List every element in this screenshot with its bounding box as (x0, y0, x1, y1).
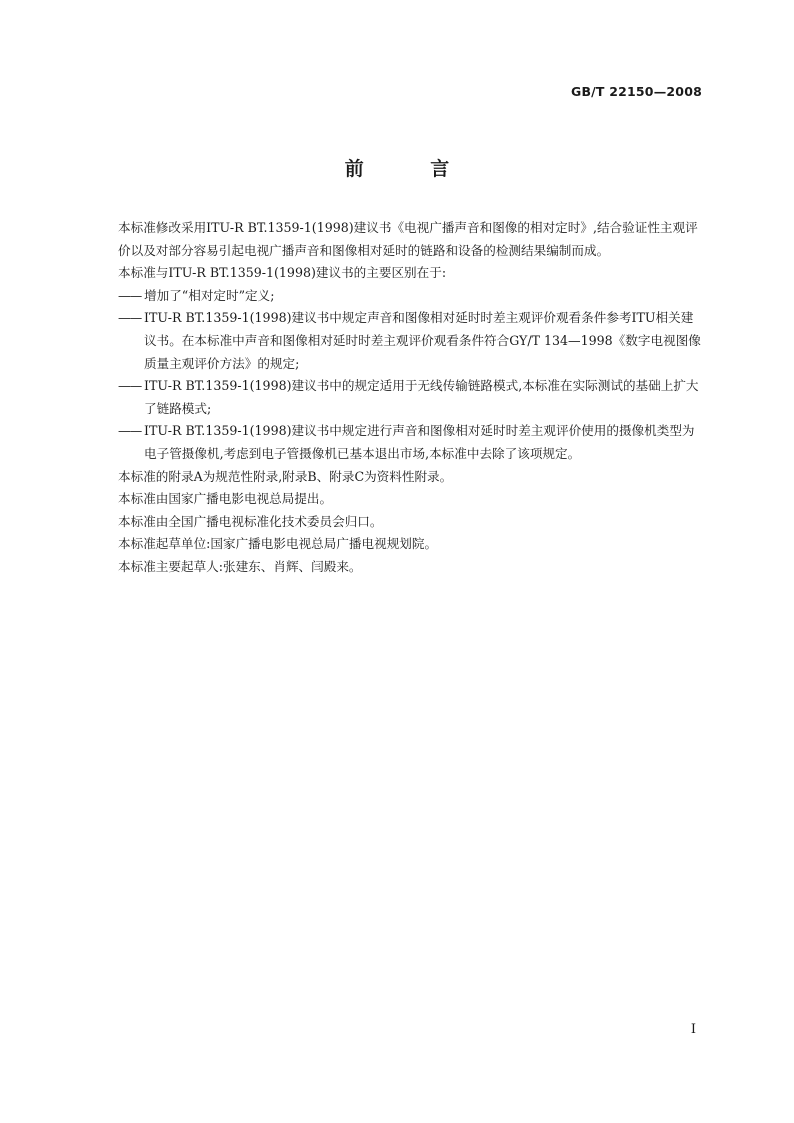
annex-paragraph: 本标准的附录A为规范性附录,附录B、附录C为资料性附录。 (118, 468, 453, 484)
drafting-unit-paragraph: 本标准起草单位:国家广播电影电视总局广播电视规划院。 (118, 536, 438, 552)
proposer-paragraph: 本标准由国家广播电影电视总局提出。 (118, 491, 333, 507)
difference-text: ITU-R BT.1359-1(1998)建议书中规定进行声音和图像相对延时时差主观评价使用的摄像机类型为电子管摄像机,考虑到电子管摄像机已基本退出市场,本标准中去除了该项规定。 (144, 423, 695, 461)
page-number: I (690, 1022, 696, 1037)
dash-marker: —— (118, 310, 142, 326)
difference-text: 增加了“相对定时”定义; (144, 287, 275, 303)
page-title: 前 言 (344, 158, 480, 180)
intro-paragraph: 本标准修改采用ITU-R BT.1359-1(1998)建议书《电视广播声音和图像的相对定时》,结合验证性主观评价以及对部分容易引起电视广播声音和图像相对延时的链路和设备的检测结果编制而成。 (118, 220, 698, 258)
difference-item (118, 307, 702, 375)
drafters-paragraph: 本标准主要起草人:张建东、肖辉、闫殿来。 (118, 558, 362, 574)
committee-paragraph: 本标准由全国广播电视标准化技术委员会归口。 (118, 513, 383, 529)
dash-marker: —— (118, 423, 142, 439)
dash-marker: —— (118, 287, 142, 303)
difference-text: ITU-R BT.1359-1(1998)建议书中规定声音和图像相对延时时差主观评价观看条件参考ITU相关建议书。在本标准中声音和图像相对延时时差主观评价观看条件符合GY/T 134—1998《数字电视图像质量主观评价方法》的规定; (144, 310, 701, 371)
difference-item (118, 420, 702, 465)
difference-item (118, 375, 702, 420)
differences-lead: 本标准与ITU-R BT.1359-1(1998)建议书的主要区别在于: (118, 265, 447, 281)
standard-code: GB/T 22150—2008 (570, 84, 702, 99)
document-body (118, 217, 702, 579)
dash-marker: —— (118, 378, 142, 394)
difference-text: ITU-R BT.1359-1(1998)建议书中的规定适用于无线传输链路模式,本标准在实际测试的基础上扩大了链路模式; (144, 378, 699, 416)
difference-item (118, 285, 702, 308)
